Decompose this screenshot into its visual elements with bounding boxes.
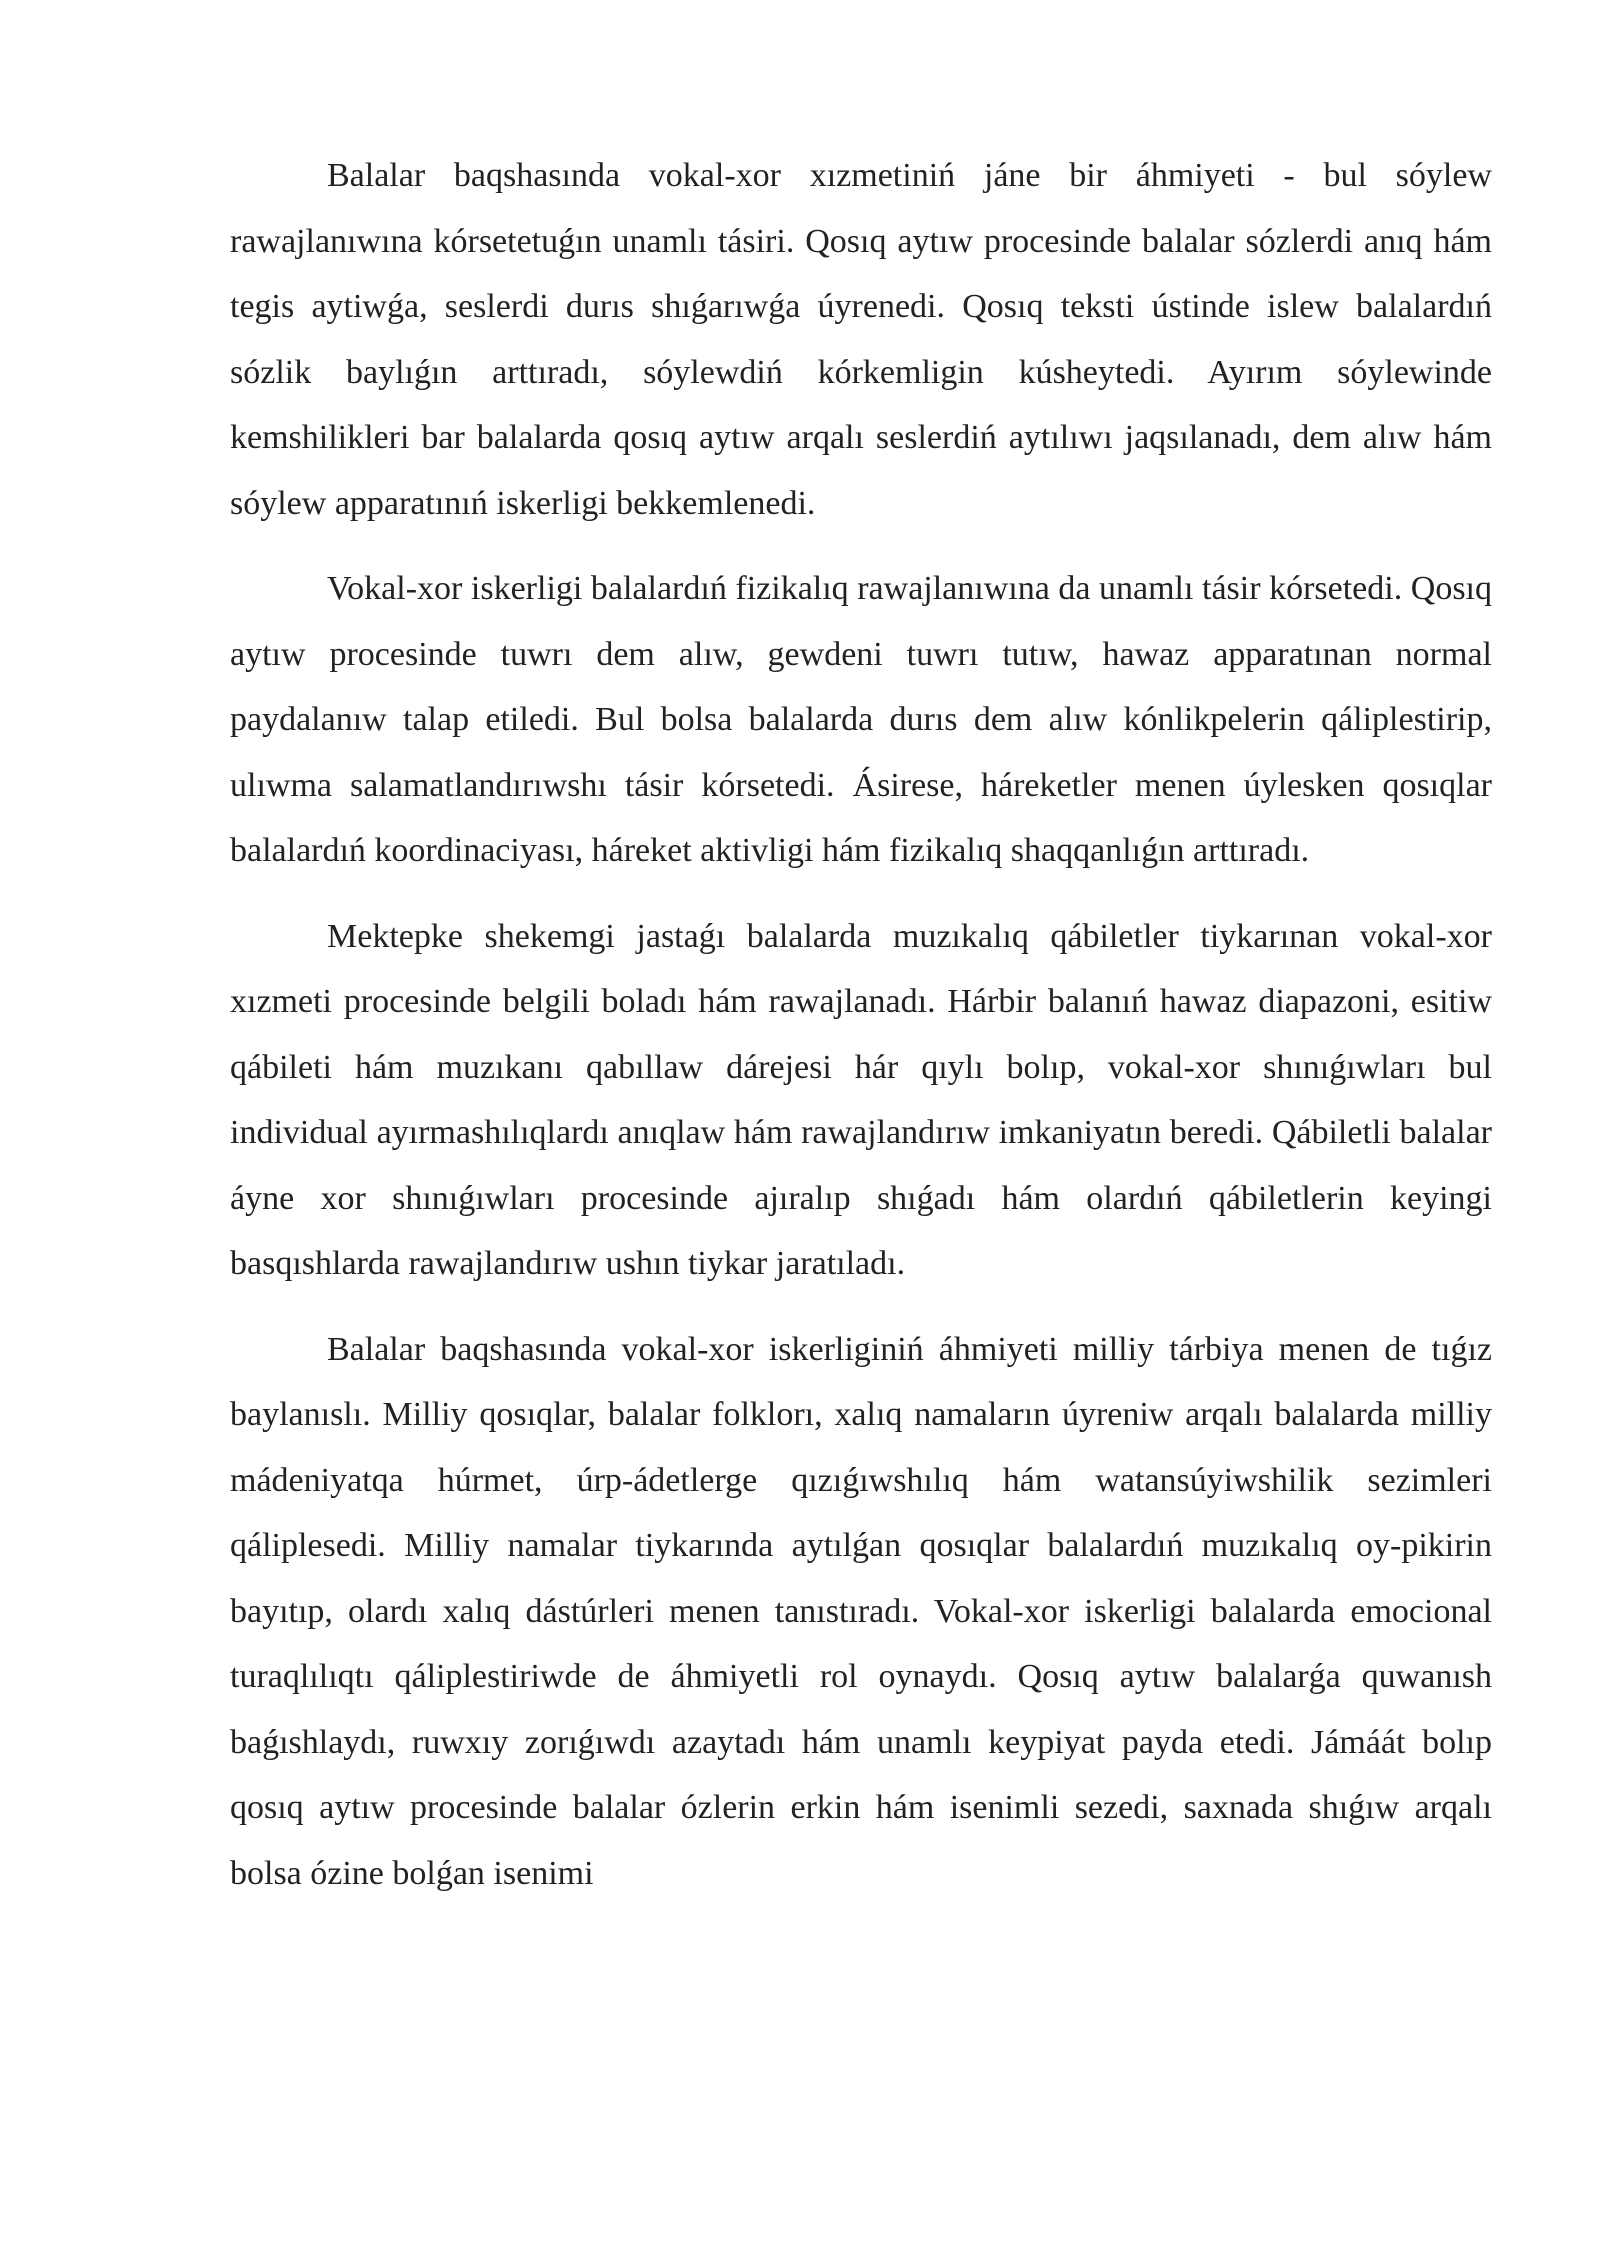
- paragraph-4: Balalar baqshasında vokal-xor iskerliginiń áhmiyeti milliy tárbiya menen de tıǵız baylanıslı. Milliy qosıqlar, balalar folklorı, xalıq namaların úyreniw arqalı balalarda milliy mádeniyatqa húrmet, úrp-ádetlerge qızıǵıwshılıq hám watansúyiwshilik sezimleri qáliplesedi. Milliy namalar tiykarında aytılǵan qosıqlar balalardıń muzıkalıq oy-pikirin bayıtıp, olardı xalıq dástúrleri menen tanıstıradı. Vokal-xor iskerligi balalarda emocional turaqlılıqtı qáliplestiriwde de áhmiyetli rol oynaydı. Qosıq aytıw balalarǵa quwanısh baǵıshlaydı, ruwxıy zorıǵıwdı azaytadı hám unamlı keypiyat payda etedi. Jámáát bolıp qosıq aytıw procesinde balalar ózlerin erkin hám isenimli sezedi, saxnada shıǵıw arqalı bolsa ózine bolǵan isenimi: [230, 1330, 1492, 1892]
- paragraph-3: Mektepke shekemgi jastaǵı balalarda muzıkalıq qábiletler tiykarınan vokal-xor xızmeti procesinde belgili boladı hám rawajlanadı. Hárbir balanıń hawaz diapazoni, esitiw qábileti hám muzıkanı qabıllaw dárejesi hár qıylı bolıp, vokal-xor shınıǵıwları bul individual ayırmashılıqlardı anıqlaw hám rawajlandırıw imkaniyatın beredi. Qábiletli balalar áyne xor shınıǵıwları procesinde ajıralıp shıǵadı hám olardıń qábiletlerin keyingi basqıshlarda rawajlandırıw ushın tiykar jaratıladı.: [230, 917, 1492, 1282]
- paragraph-2: Vokal-xor iskerligi balalardıń fizikalıq rawajlanıwına da unamlı tásir kórsetedi. Qosıq aytıw procesinde tuwrı dem alıw, gewdeni tuwrı tutıw, hawaz apparatınan normal paydalanıw talap etiledi. Bul bolsa balalarda durıs dem alıw kónlikpelerin qáliplestirip, ulıwma salamatlandırıwshı tásir kórsetedi. Ásirese, háreketler menen úylesken qosıqlar balalardıń koordinaciyası, háreket aktivligi hám fizikalıq shaqqanlıǵın arttıradı.: [230, 570, 1492, 869]
- document-body: [230, 143, 1492, 1926]
- paragraph-1: Balalar baqshasında vokal-xor xızmetiniń jáne bir áhmiyeti - bul sóylew rawajlanıwına kórsetetuǵın unamlı tásiri. Qosıq aytıw procesinde balalar sózlerdi anıq hám tegis aytiwǵa, seslerdi durıs shıǵarıwǵa úyrenedi. Qosıq teksti ústinde islew balalardıń sózlik baylıǵın arttıradı, sóylewdiń kórkemligin kúsheytedi. Ayırım sóylewinde kemshilikleri bar balalarda qosıq aytıw arqalı seslerdiń aytılıwı jaqsılanadı, dem alıw hám sóylew apparatınıń iskerligi bekkemlenedi.: [230, 157, 1492, 522]
